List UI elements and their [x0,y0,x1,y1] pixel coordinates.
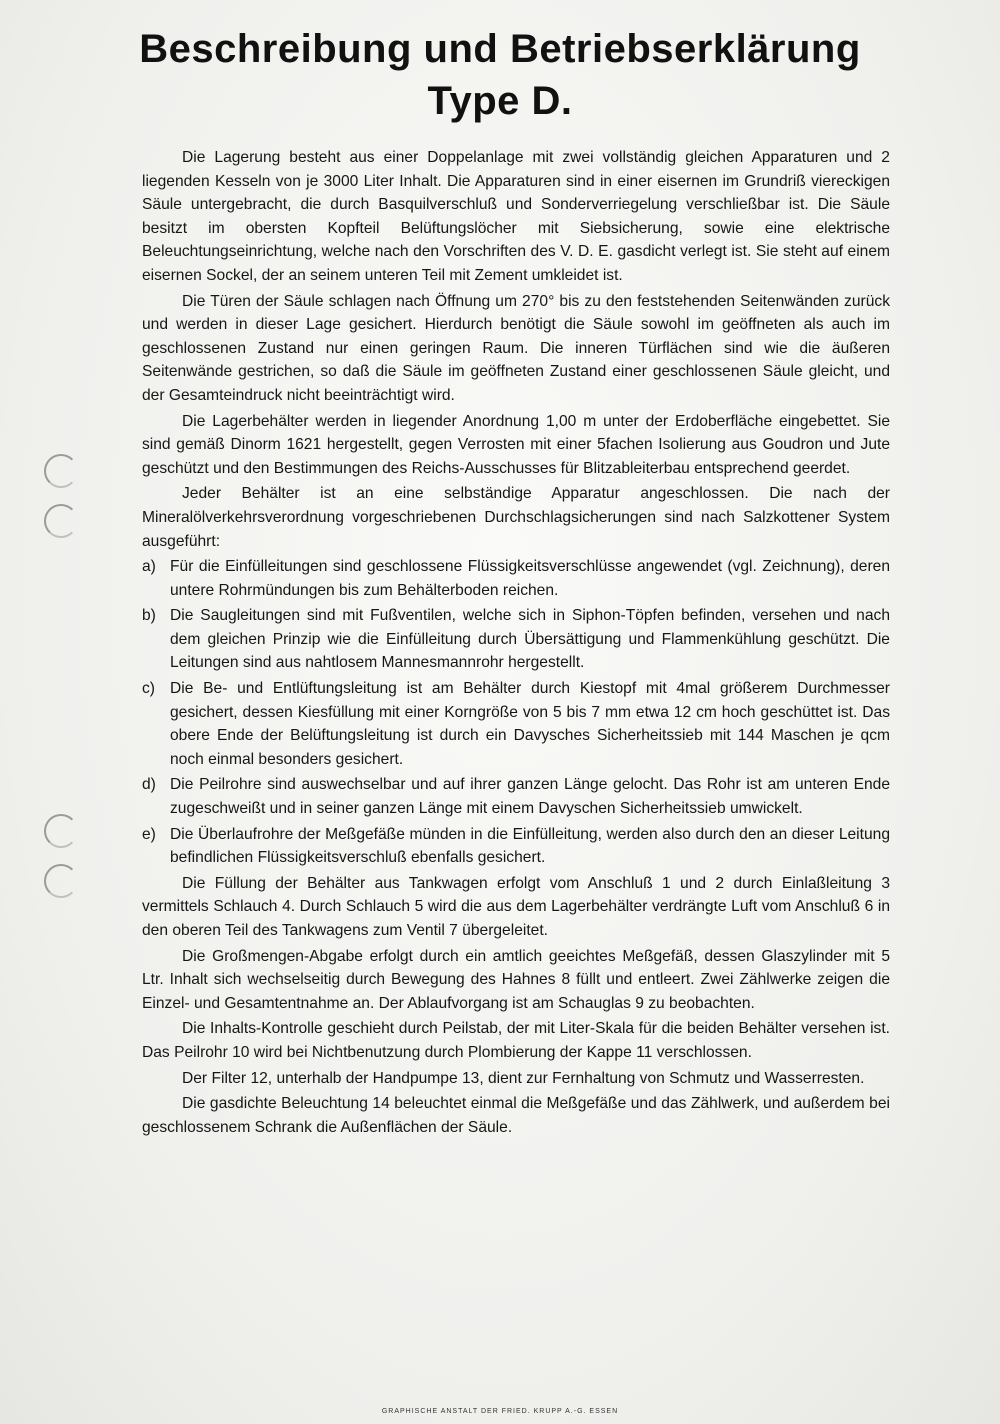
document-body [142,146,890,1141]
paragraph-dispensing: Die Großmengen-Abgabe erfolgt durch ein amtlich geeichtes Meßgefäß, dessen Glaszylinder mit 5 Ltr. Inhalt sich wechselseitig durch Bewegung des Hahnes 8 füllt und entleert. Zwei Zählwerke zeigen die Einzel- und Gesamtentnahme an. Der Ablaufvorgang ist am Schauglas 9 zu beobachten. [142,947,890,1012]
list-label: d) [142,776,156,794]
list-text: Für die Einfülleitungen sind geschlossene Flüssigkeitsverschlüsse angewendet (vgl. Zeichnung), deren untere Rohrmündungen bis zum Behälterboden reichen. [170,558,890,599]
list-label: b) [142,607,156,625]
paragraph-apparatus: Jeder Behälter ist an eine selbständige Apparatur angeschlossen. Die nach der Mineralölverkehrsverordnung vorgeschriebenen Durchschlagsicherungen sind nach Salzkottener System ausgeführt: [142,485,890,550]
paragraph-doors: Die Türen der Säule schlagen nach Öffnung um 270° bis zu den feststehenden Seitenwänden zurück und werden in dieser Lage gesichert. Hierdurch benötigt die Säule sowohl im geöffneten als auch im geschlossenen Zustand nur einen geringen Raum. Die inneren Türflächen sind wie die äußeren Seitenwände gestrichen, so daß die Säule im geöffneten Zustand einer geschlossenen Säule gleicht, und der Gesamteindruck nicht beeinträchtigt wird. [142,292,890,404]
punch-hole [44,814,78,848]
list-item [142,773,890,820]
punch-hole [44,864,78,898]
paragraph-intro: Die Lagerung besteht aus einer Doppelanlage mit zwei vollständig gleichen Apparaturen und 2 liegenden Kesseln von je 3000 Liter Inhalt. Die Apparaturen sind in einer eisernen im Grundriß viereckigen Säule untergebracht, die durch Basquilverschluß und Sonderverriegelung verschließbar ist. Die Säule besitzt im obersten Kopfteil Belüftungslöcher mit Siebsicherung, sowie eine elektrische Beleuchtungseinrichtung, welche nach den Vorschriften des V. D. E. gasdicht verlegt ist. Sie steht auf einem eisernen Sockel, der an seinem unteren Teil mit Zement umkleidet ist. [142,149,890,284]
list-label: e) [142,825,156,843]
list-item [142,555,890,602]
list-item [142,677,890,771]
list-item [142,823,890,870]
paragraph-tanks: Die Lagerbehälter werden in liegender Anordnung 1,00 m unter der Erdoberfläche eingebettet. Sie sind gemäß Dinorm 1621 hergestellt, gegen Verrosten mit einer 5fachen Isolierung aus Goudron und Jute geschützt und den Bestimmungen des Reichs-Ausschusses für Blitzableiterbau entsprechend geerdet. [142,412,890,477]
document-title: Beschreibung und Betriebserklärung [139,27,861,71]
list-text: Die Be- und Entlüftungsleitung ist am Behälter durch Kiestopf mit 4mal größerem Durchmesser gesichert, dessen Kiesfüllung mit einer Korngröße von 5 bis 7 mm etwa 12 cm hoch geschüttet ist. Das obere Ende der Belüftungsleitung ist durch ein Davysches Sicherheitssieb mit 144 Maschen je qcm noch einmal besonders gesichert. [170,680,890,768]
list-text: Die Peilrohre sind auswechselbar und auf ihrer ganzen Länge gelocht. Das Rohr ist am unteren Ende zugeschweißt und in seiner ganzen Länge mit einem Davyschen Sicherheitssieb umwickelt. [170,776,890,818]
printer-imprint: GRAPHISCHE ANSTALT DER FRIED. KRUPP A.-G. ESSEN [381,1408,619,1415]
paragraph-filling: Die Füllung der Behälter aus Tankwagen erfolgt vom Anschluß 1 und 2 durch Einlaßleitung 3 vermittels Schlauch 4. Durch Schlauch 5 wird die aus dem Lagerbehälter verdrängte Luft vom Anschluß 6 in den oberen Teil des Tankwagens zum Ventil 7 übergeleitet. [142,874,890,939]
paragraph-filter: Der Filter 12, unterhalb der Handpumpe 13, dient zur Fernhaltung von Schmutz und Wasserresten. [182,1069,865,1087]
paragraph-lighting: Die gasdichte Beleuchtung 14 beleuchtet einmal die Meßgefäße und das Zählwerk, und außerdem bei geschlossenem Schrank die Außenflächen der Säule. [142,1095,890,1136]
list-label: c) [142,680,155,698]
list-item [142,604,890,675]
list-label: a) [142,558,156,576]
punch-hole [44,454,78,488]
paragraph-control: Die Inhalts-Kontrolle geschieht durch Peilstab, der mit Liter-Skala für die beiden Behälter versehen ist. Das Peilrohr 10 wird bei Nichtbenutzung durch Plombierung der Kappe 11 verschlossen. [142,1020,890,1061]
list-text: Die Saugleitungen sind mit Fußventilen, welche sich in Siphon-Töpfen befinden, versehen und nach dem gleichen Prinzip wie die Einfülleitung durch Übersättigung und Flammenkühlung geschützt. Die Leitungen sind aus nahtlosem Mannesmannrohr hergestellt. [170,607,890,672]
punch-hole [44,504,78,538]
list-text: Die Überlaufrohre der Meßgefäße münden in die Einfülleitung, werden also durch den an dieser Leitung befindlichen Flüssigkeitsverschluß ebenfalls gesichert. [170,825,890,867]
document-subtitle: Type D. [427,79,573,123]
